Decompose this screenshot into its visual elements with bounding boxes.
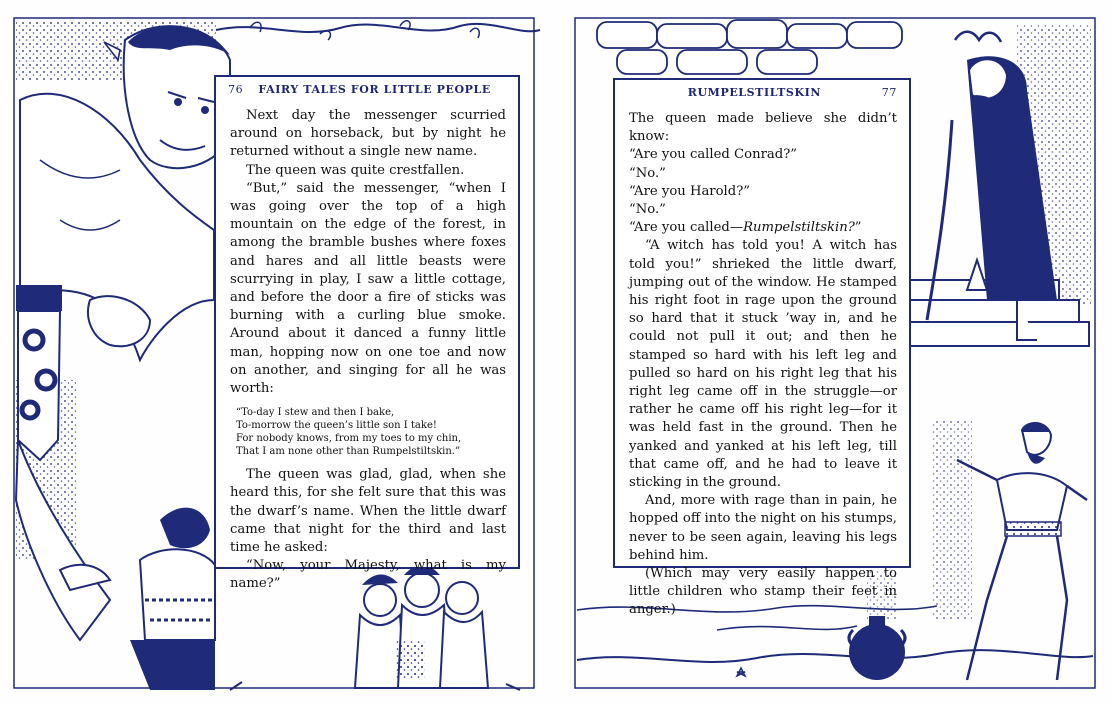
dialogue-line xyxy=(629,219,897,237)
right-body-text xyxy=(615,104,909,620)
right-running-head xyxy=(615,80,909,104)
paragraph: The queen was glad, glad, when she heard this, for she felt sure that this was the dwarf’s name. When the little dwarf came that night for the third and last time he asked: xyxy=(230,467,506,556)
verse-line: “To-day I stew and then I bake, xyxy=(236,407,395,419)
paragraph: And, more with rage than in pain, he hopped off into the night on his stumps, never to be seen again, leaving his legs behind him. xyxy=(629,493,897,563)
dialogue-line: “Are you called Conrad?” xyxy=(629,147,798,163)
paragraph: Next day the messenger scurried around on horseback, but by night he returned without a single new name. xyxy=(230,108,506,160)
paragraph: The queen was quite crestfallen. xyxy=(246,162,465,178)
right-page xyxy=(557,0,1113,705)
verse-line: For nobody knows, from my toes to my chin, xyxy=(236,433,462,445)
paragraph: “A witch has told you! A witch has told you!” shrieked the little dwarf, jumping out of the window. He stamped his right foot in rage upon the ground so hard that it stuck ’way in, and he could not pull it out; and then he stamped so hard with his left leg and pulled so hard on his right leg that his right leg came off in the struggle—or rather he came off his right leg—for it was held fast in the ground. Then he yanked and yanked at his left leg, till that came off, and he had to leave it sticking in the ground. xyxy=(629,238,897,491)
right-page-number: 77 xyxy=(881,86,897,99)
verse-line: That I am none other than Rumpelstiltskin.” xyxy=(236,446,461,458)
verse-line: To-morrow the queen’s little son I take! xyxy=(236,420,437,432)
left-page-number: 76 xyxy=(228,83,244,96)
left-page xyxy=(0,0,556,705)
left-text-panel xyxy=(214,75,520,592)
called-suffix: ” xyxy=(854,220,862,236)
left-running-title: FAIRY TALES FOR LITTLE PEOPLE xyxy=(258,83,491,96)
dialogue-line: “No.” xyxy=(629,202,666,218)
right-text-panel xyxy=(613,78,911,618)
paragraph: “But,” said the messenger, “when I was going over the top of a high mountain on the edge of the forest, in among the bramble bushes where foxes and hares and all little beasts were scurrying in play, I saw a little cottage, and before the door a fire of sticks was burning with a curling blue smoke. Around about it danced a funny little man, hopping now on one toe and now on another, and singing for all he was worth: xyxy=(230,180,506,397)
called-prefix: “Are you called— xyxy=(629,220,744,236)
paragraph: (Which may very easily happen to little children who stamp their feet in anger.) xyxy=(629,566,897,618)
left-body-text xyxy=(216,101,518,594)
dialogue-line: “No.” xyxy=(629,165,666,181)
dialogue-line: “Are you Harold?” xyxy=(629,183,751,199)
song-verse xyxy=(236,406,506,458)
right-running-title: RUMPELSTILTSKIN xyxy=(687,86,822,99)
left-running-head xyxy=(216,77,518,101)
called-name: Rumpelstiltskin? xyxy=(743,220,855,236)
dialogue-line: The queen made believe she didn’t know: xyxy=(629,111,897,145)
paragraph: “Now, your Majesty, what is my name?” xyxy=(230,558,506,592)
